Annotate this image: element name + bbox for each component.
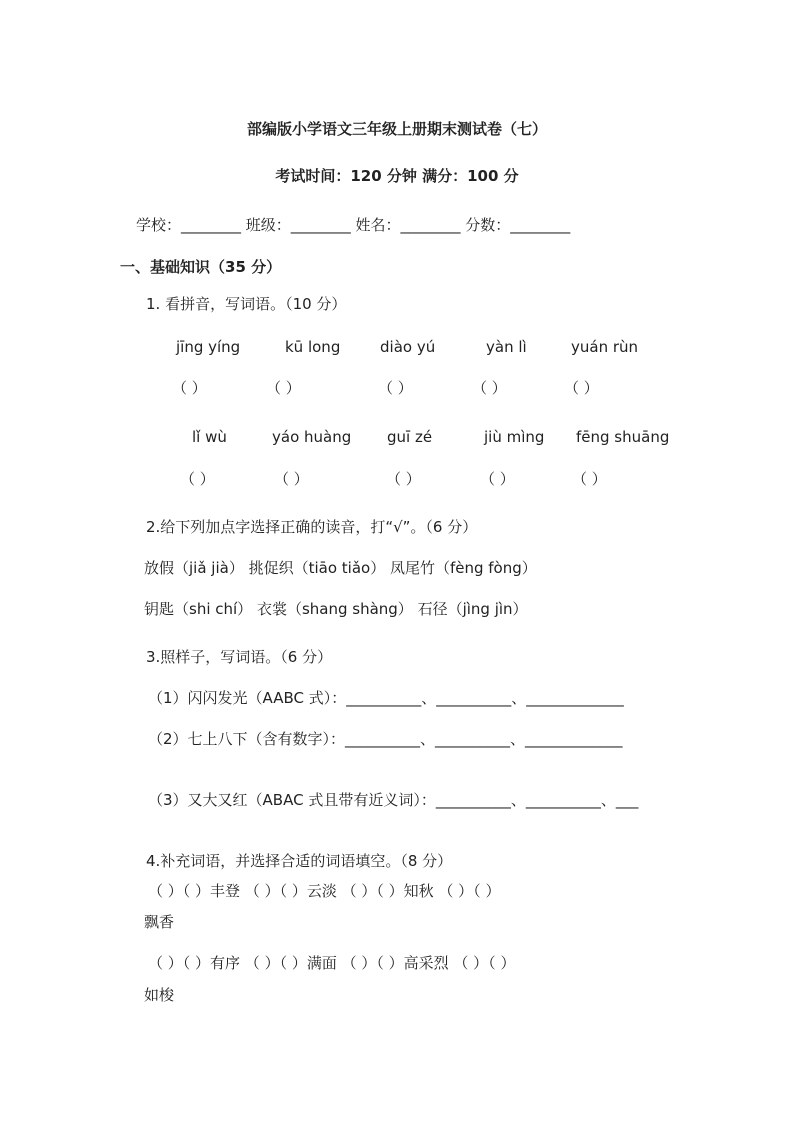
question-3-prompt: 3.照样子，写词语。（6 分） (146, 648, 333, 666)
pinyin-item: jīng yíng (176, 338, 241, 356)
pinyin-item: jiù mìng (484, 428, 545, 446)
pinyin-item: yáo huàng (272, 428, 352, 446)
question-3-line: （2）七上八下（含有数字）：__________、__________、_____________ (148, 730, 623, 748)
question-2-line: 放假（jiǎ jià） 挑促织（tiāo tiǎo） 凤尾竹（fèng fòng） (144, 559, 537, 577)
question-3-line: （1）闪闪发光（AABC 式）：__________、__________、_____________ (148, 689, 624, 707)
answer-parentheses[interactable]: （ ） (266, 379, 301, 397)
pinyin-item: yàn lì (486, 338, 527, 356)
question-4-line: （ ）（ ）丰登 （ ）（ ）云淡 （ ）（ ）知秋 （ ）（ ） (148, 882, 501, 900)
answer-parentheses[interactable]: （ ） (564, 379, 599, 397)
answer-parentheses[interactable]: （ ） (172, 379, 207, 397)
answer-parentheses[interactable]: （ ） (180, 470, 215, 488)
student-info-fields: 学校：________ 班级：________ 姓名：________ 分数：________ (136, 216, 571, 234)
pinyin-item: guī zé (387, 428, 433, 446)
pinyin-item: lǐ wù (192, 428, 227, 446)
question-4-line: （ ）（ ）有序 （ ）（ ）满面 （ ）（ ）高采烈 （ ）（ ） (148, 954, 516, 972)
answer-parentheses[interactable]: （ ） (480, 470, 515, 488)
exam-info: 考试时间：120 分钟 满分：100 分 (275, 167, 519, 185)
pinyin-item: kū long (285, 338, 341, 356)
question-4-line: 如梭 (144, 986, 175, 1004)
question-4-prompt: 4.补充词语，并选择合适的词语填空。（8 分） (146, 852, 453, 870)
question-2-line: 钥匙（shi chí） 衣裳（shang shàng） 石径（jìng jìn） (144, 600, 528, 618)
answer-parentheses[interactable]: （ ） (472, 379, 507, 397)
pinyin-item: yuán rùn (571, 338, 639, 356)
page-title: 部编版小学语文三年级上册期末测试卷（七） (246, 120, 547, 138)
question-4-line: 飘香 (144, 913, 175, 931)
answer-parentheses[interactable]: （ ） (378, 379, 413, 397)
answer-parentheses[interactable]: （ ） (572, 470, 607, 488)
question-3-line: （3）又大又红（ABAC 式且带有近义词）：__________、__________、___ (148, 791, 639, 809)
question-2-prompt: 2.给下列加点字选择正确的读音，打“√”。（6 分） (146, 518, 478, 536)
pinyin-item: fēng shuāng (576, 428, 670, 446)
question-1-prompt: 1. 看拼音，写词语。（10 分） (146, 295, 347, 313)
answer-parentheses[interactable]: （ ） (386, 470, 421, 488)
pinyin-item: diào yú (380, 338, 436, 356)
answer-parentheses[interactable]: （ ） (274, 470, 309, 488)
section-heading: 一、基础知识（35 分） (120, 258, 282, 276)
